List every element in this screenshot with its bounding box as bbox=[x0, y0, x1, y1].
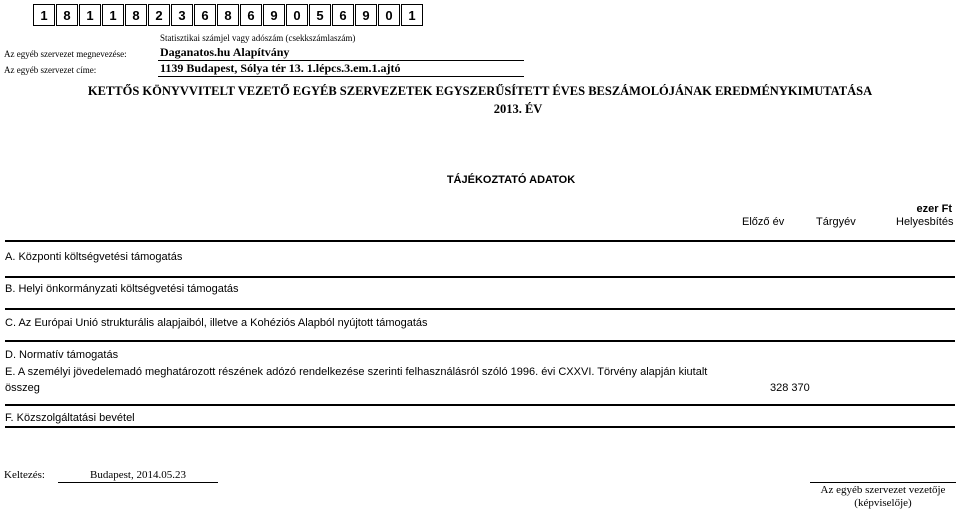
col-prev-year: Előző év bbox=[742, 216, 785, 228]
tax-id-digit: 8 bbox=[125, 4, 147, 26]
tax-id-digit: 1 bbox=[79, 4, 101, 26]
row-a: A. Központi költségvetési támogatás bbox=[5, 251, 183, 263]
tax-id-digit: 9 bbox=[355, 4, 377, 26]
tax-id-digit: 1 bbox=[401, 4, 423, 26]
unit-label: ezer Ft bbox=[916, 203, 952, 215]
row-b: B. Helyi önkormányzati költségvetési támogatás bbox=[5, 283, 239, 295]
row-e-line1: E. A személyi jövedelemadó meghatározott részének adózó rendelkezése szerinti felhasználásról szóló 1996. évi CXXVI. Törvény alapján kiutalt bbox=[5, 366, 708, 378]
tax-id-digit: 6 bbox=[194, 4, 216, 26]
tax-id-digit: 8 bbox=[217, 4, 239, 26]
row-c: C. Az Európai Unió strukturális alapjaiból, illetve a Kohéziós Alapból nyújtott támogatás bbox=[5, 317, 428, 329]
report-year: 2013. ÉV bbox=[493, 102, 543, 116]
row-divider bbox=[5, 308, 955, 310]
org-name-label: Az egyéb szervezet megnevezése: bbox=[4, 49, 127, 59]
tax-id-digit: 8 bbox=[56, 4, 78, 26]
row-divider bbox=[5, 426, 955, 428]
row-divider bbox=[5, 404, 955, 406]
place-value: Budapest, 2014.05.23 bbox=[90, 469, 186, 481]
org-address-label: Az egyéb szervezet címe: bbox=[4, 65, 97, 75]
tax-id-digit: 3 bbox=[171, 4, 193, 26]
row-e-prev-value: 328 370 bbox=[770, 382, 810, 394]
tax-id-digit: 1 bbox=[102, 4, 124, 26]
tax-id-digit: 0 bbox=[378, 4, 400, 26]
org-address-value: 1139 Budapest, Sólya tér 13. 1.lépcs.3.em.1.ajtó bbox=[160, 61, 401, 75]
col-current-year: Tárgyév bbox=[816, 216, 856, 228]
row-f: F. Közszolgáltatási bevétel bbox=[5, 412, 135, 424]
place-underline bbox=[58, 482, 218, 483]
tax-id-digit: 6 bbox=[332, 4, 354, 26]
tax-id-digit: 0 bbox=[286, 4, 308, 26]
tax-id-digit: 2 bbox=[148, 4, 170, 26]
tax-id-digit: 1 bbox=[33, 4, 55, 26]
org-address-underline bbox=[158, 76, 524, 77]
tax-id-digit: 9 bbox=[263, 4, 285, 26]
row-divider bbox=[5, 340, 955, 342]
tax-id-digit: 5 bbox=[309, 4, 331, 26]
signature-line bbox=[810, 482, 956, 483]
col-correction: Helyesbítés bbox=[896, 216, 954, 228]
row-divider bbox=[5, 276, 955, 278]
row-d: D. Normatív támogatás bbox=[5, 349, 119, 361]
tax-id-digit: 6 bbox=[240, 4, 262, 26]
row-divider bbox=[5, 240, 955, 242]
row-e-line2: összeg bbox=[5, 382, 40, 394]
signature-title: Az egyéb szervezet vezetője bbox=[820, 484, 946, 496]
section-title: TÁJÉKOZTATÓ ADATOK bbox=[446, 174, 576, 186]
report-title: KETTŐS KÖNYVVITELT VEZETŐ EGYÉB SZERVEZETEK EGYSZERŰSÍTETT ÉVES BESZÁMOLÓJÁNAK EREDMÉNYKIMUTATÁSA bbox=[87, 84, 873, 98]
tax-id-caption: Statisztikai számjel vagy adószám (csekkszámlaszám) bbox=[160, 33, 356, 43]
org-name-value: Daganatos.hu Alapítvány bbox=[160, 45, 290, 59]
place-label: Keltezés: bbox=[4, 469, 45, 481]
signature-subtitle: (képviselője) bbox=[854, 497, 912, 509]
